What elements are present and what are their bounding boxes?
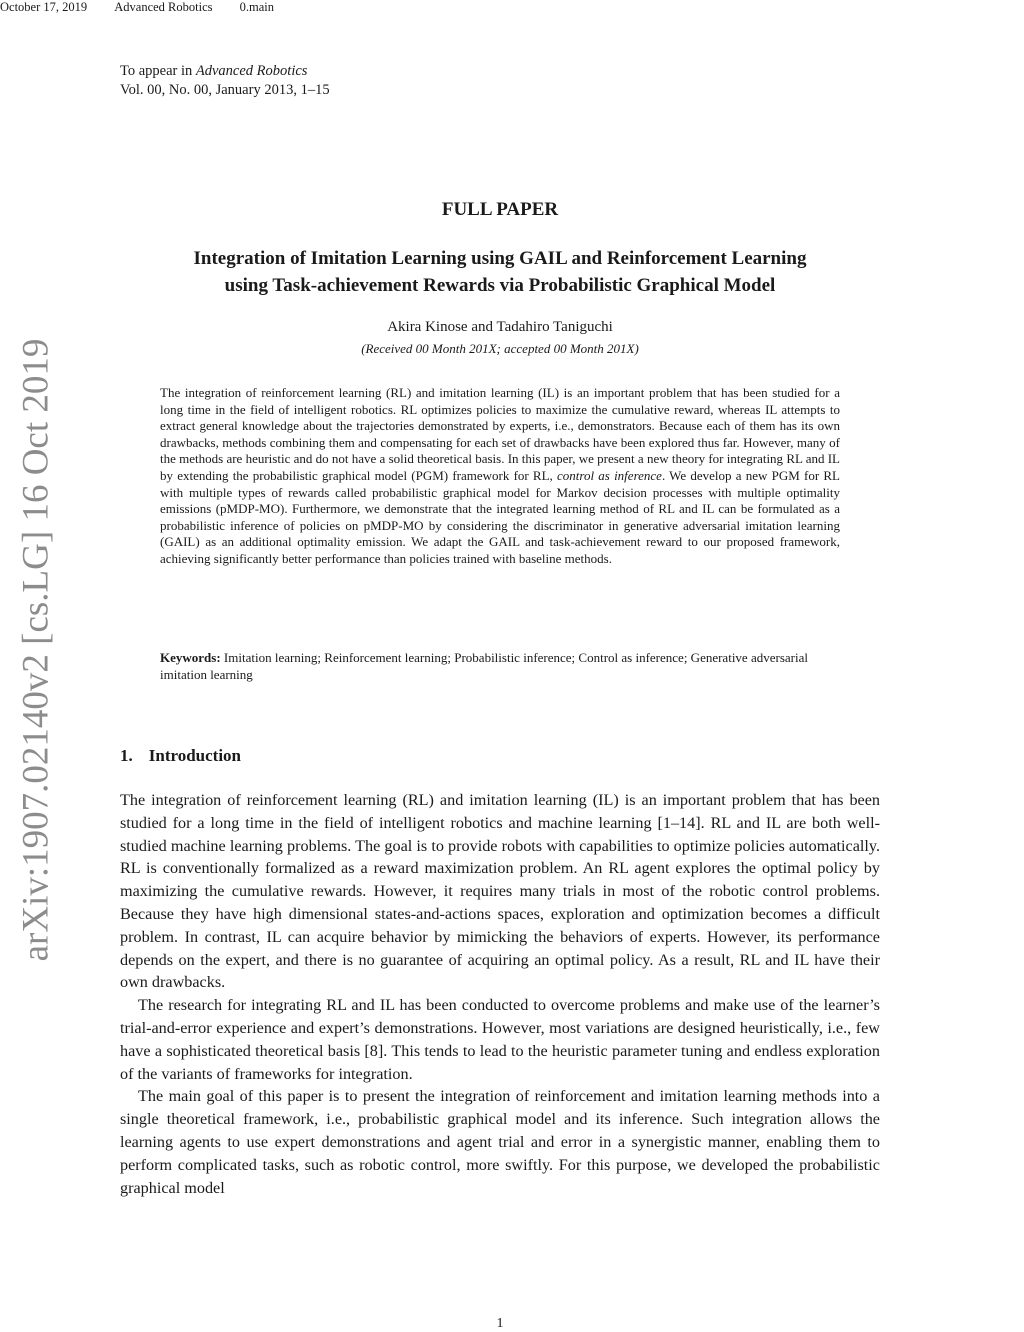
paragraph: The integration of reinforcement learning (RL) and imitation learning (IL) is an important problem that has been studied for a long time in the field of intelligent robotics and machine learning [1–14]. RL and IL are both well-studied machine learning problems. The goal is to provide robots with capabilities to optimize policies automatically. RL is conventionally formalized as a reward maximization problem. An RL agent explores the optimal policy by maximizing the cumulative rewards. However, it requires many trials in most of the robotic control problems. Because they have high dimensional states-and-actions spaces, exploration and optimization becomes a difficult problem. In contrast, IL can acquire behavior by mimicking the behaviors of experts. However, its performance depends on the expert, and there is no guarantee of acquiring an optimal policy. As a result, RL and IL have their own drawbacks. xyxy=(120,791,880,992)
received-dates: (Received 00 Month 201X; accepted 00 Month 201X) xyxy=(361,341,639,356)
keywords-text: Imitation learning; Reinforcement learning; Probabilistic inference; Control as inference; Generative adversarial imitation learning xyxy=(160,650,808,682)
arxiv-sidebar xyxy=(6,338,66,962)
journal-appear-line xyxy=(120,62,330,81)
title-line-2: using Task-achievement Rewards via Probabilistic Graphical Model xyxy=(224,275,776,296)
section-number: 1. xyxy=(120,746,133,765)
keywords xyxy=(160,650,840,683)
abstract xyxy=(160,385,840,568)
abstract-part-1: The integration of reinforcement learning (RL) and imitation learning (IL) is an important problem that has been studied for a long time in the field of intelligent robotics. RL optimizes policies to maximize the cumulative reward, whereas IL attempts to extract general knowledge about the trajectories demonstrated by experts, i.e., demonstrators. Because each of them has its own drawbacks, methods combining them and compensating for each set of drawbacks have been explored thus far. However, many of the methods are heuristic and do not have a solid theoretical basis. In this paper, we present a new theory for integrating RL and IL by extending the probabilistic graphical model (PGM) framework for RL, xyxy=(160,385,840,483)
introduction-body xyxy=(120,789,880,1199)
journal-info xyxy=(120,62,330,100)
keywords-label: Keywords: xyxy=(160,650,221,665)
paper-title xyxy=(0,245,1000,299)
paragraph: The main goal of this paper is to present the integration of reinforcement and imitation learning methods into a single theoretical framework, i.e., probabilistic graphical model and its inference. Such integration allows the learning agents to use expert demonstrations and agent trial and error in a synergistic manner, enabling them to perform complicated tasks, such as robotic control, more swiftly. For this purpose, we developed the probabilistic graphical model xyxy=(120,1087,880,1197)
header-version: 0.main xyxy=(239,0,275,14)
section-title-text: Introduction xyxy=(148,746,242,765)
header-journal: Advanced Robotics xyxy=(114,0,213,14)
journal-name: Advanced Robotics xyxy=(195,63,308,79)
authors: Akira Kinose and Tadahiro Taniguchi xyxy=(387,319,613,335)
journal-prefix: To appear in xyxy=(120,63,196,79)
paragraph: The research for integrating RL and IL has been conducted to overcome problems and make use of the learner’s trial-and-error experience and expert’s demonstrations. However, most variations are designed heuristically, i.e., few have a sophisticated theoretical basis [8]. This tends to lead to the heuristic parameter tuning and endless exploration of the variants of frameworks for integration. xyxy=(120,996,880,1083)
page-number: 1 xyxy=(496,1316,504,1331)
title-line-1: Integration of Imitation Learning using GAIL and Reinforcement Learning xyxy=(193,248,807,269)
header-date: October 17, 2019 xyxy=(0,0,88,14)
arxiv-identifier: arXiv:1907.02140v2 [cs.LG] 16 Oct 2019 xyxy=(15,338,57,962)
abstract-part-2: . We develop a new PGM for RL with multiple types of rewards called probabilistic graphical model for Markov decision processes with multiple optimality emissions (pMDP-MO). Furthermore, we demonstrate that the integrated learning method of RL and IL can be formulated as a probabilistic inference of policies on pMDP-MO by considering the discriminator in generative adversarial imitation learning (GAIL) as an additional optimality emission. We adapt the GAIL and task-achievement reward to our proposed framework, achieving significantly better performance than policies trained with baseline methods. xyxy=(160,467,840,566)
paper-type: FULL PAPER xyxy=(441,199,559,220)
section-heading xyxy=(120,746,241,766)
running-header xyxy=(0,0,298,15)
journal-volume-line: Vol. 00, No. 00, January 2013, 1–15 xyxy=(120,82,330,98)
abstract-emphasis: control as inference xyxy=(557,467,662,483)
